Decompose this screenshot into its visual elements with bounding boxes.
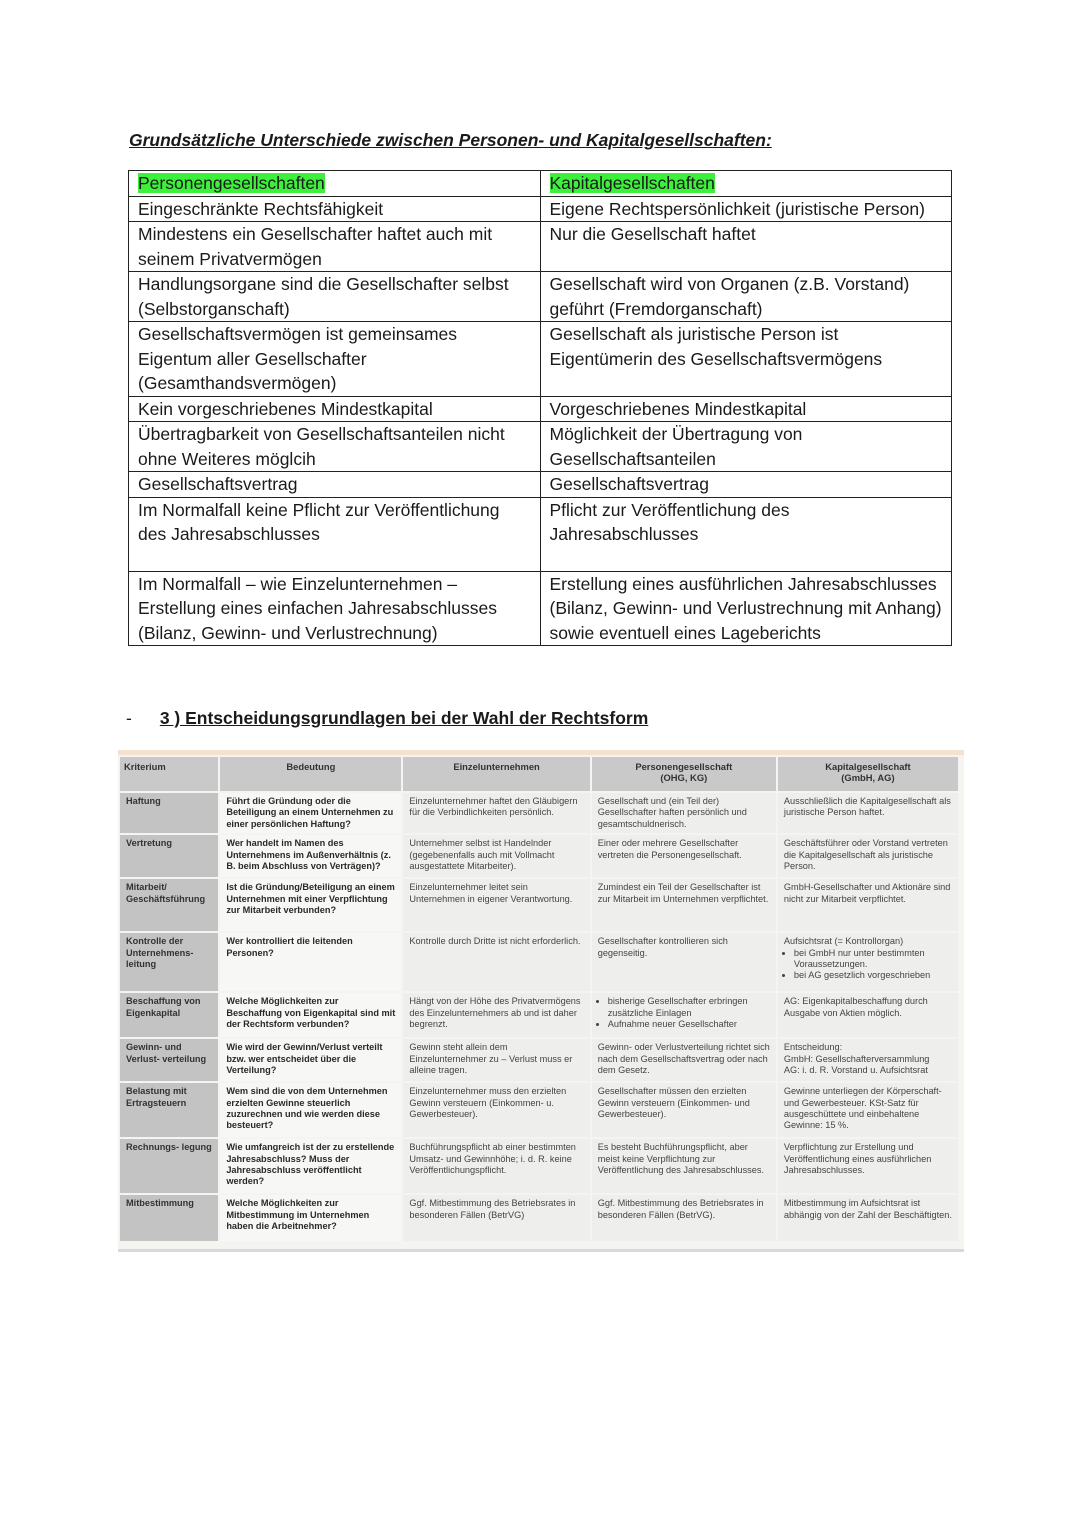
page-title: Grundsätzliche Unterschiede zwischen Personen- und Kapitalgesellschaften: [129, 130, 772, 150]
table-cell: Möglichkeit der Übertragung von Gesellschaftsanteilen [540, 422, 952, 472]
question-cell: Wer kontrolliert die leitenden Personen? [220, 933, 401, 991]
question-cell: Ist die Gründung/Beteiligung an einem Unternehmen mit einer Verpflichtung zur Mitarbeit verbunden? [220, 879, 401, 931]
criterion-cell: Beschaffung von Eigenkapital [120, 993, 218, 1037]
cell-intro: Aufsichtsrat (= Kontrollorgan) [783, 936, 904, 947]
header-cell [540, 171, 952, 197]
table-cell: Einzelunternehmer haftet den Gläubigern für die Verbindlichkeiten persönlich. [403, 793, 589, 833]
table-cell: Gesellschaftsvertrag [129, 472, 541, 498]
cell-line: AG: i. d. R. Vorstand u. Aufsichtsrat [783, 1065, 928, 1076]
table-cell: Gesellschaft wird von Organen (z.B. Vorstand) geführt (Fremdorganschaft) [540, 272, 952, 322]
table-cell: Buchführungspflicht ab einer bestimmten Umsatz- und Gewinnhöhe; i. d. R. keine Veröffentlichungspflicht. [403, 1139, 589, 1193]
table-cell: Gesellschaftsvertrag [540, 472, 952, 498]
table-row [120, 879, 958, 931]
table-cell [778, 933, 958, 991]
table-row [129, 396, 952, 422]
table-cell: Gewinne unterliegen der Körperschaft- und Gewerbesteuer. KSt-Satz für ausgeschüttete und einbehaltene Gewinne: 15 %. [778, 1083, 958, 1137]
criterion-cell: Kontrolle der Unternehmens- leitung [120, 933, 218, 991]
question-cell: Wie wird der Gewinn/Verlust verteilt bzw. wer entscheidet über die Verteilung? [220, 1039, 401, 1081]
table-cell: Ggf. Mitbestimmung des Betriebsrates in besonderen Fällen (BetrVG) [403, 1195, 589, 1241]
table-cell: Einzelunternehmer leitet sein Unternehmen in eigener Verantwortung. [403, 879, 589, 931]
table-row [120, 1139, 958, 1193]
column-header: Einzelunternehmen [403, 757, 589, 791]
table-row [129, 472, 952, 498]
table-cell: Gesellschaft als juristische Person ist Eigentümerin des Gesellschaftsvermögens [540, 322, 952, 397]
table-cell: Übertragbarkeit von Gesellschaftsanteilen nicht ohne Weiteres möglcih [129, 422, 541, 472]
table-cell: Ggf. Mitbestimmung des Betriebsrates in besonderen Fällen (BetrVG). [592, 1195, 776, 1241]
criterion-cell: Gewinn- und Verlust- verteilung [120, 1039, 218, 1081]
question-cell: Welche Möglichkeiten zur Beschaffung von Eigenkapital sind mit der Rechtsform verbunden? [220, 993, 401, 1037]
table-cell: Geschäftsführer oder Vorstand vertreten die Kapitalgesellschaft als juristische Person. [778, 835, 958, 877]
table-cell: Eigene Rechtspersönlichkeit (juristische Person) [540, 196, 952, 222]
table-row [129, 571, 952, 646]
table-cell: Gesellschaft und (ein Teil der) Gesellschafter haften persönlich und gesamtschuldnerisch. [592, 793, 776, 833]
table-cell: Kein vorgeschriebenes Mindestkapital [129, 396, 541, 422]
criterion-cell: Belastung mit Ertragsteuern [120, 1083, 218, 1137]
table-cell: Im Normalfall keine Pflicht zur Veröffentlichung des Jahresabschlusses [129, 497, 541, 571]
table-cell: Gesellschaftsvermögen ist gemeinsames Eigentum aller Gesellschafter (Gesamthandsvermögen) [129, 322, 541, 397]
table-cell [592, 993, 776, 1037]
table-cell: Handlungsorgane sind die Gesellschafter selbst (Selbstorganschaft) [129, 272, 541, 322]
table-cell: Vorgeschriebenes Mindestkapital [540, 396, 952, 422]
table-cell: Eingeschränkte Rechtsfähigkeit [129, 196, 541, 222]
table-cell: Hängt von der Höhe des Privatvermögens des Einzelunternehmers ab und ist daher begrenzt. [403, 993, 589, 1037]
question-cell: Wem sind die von dem Unternehmen erzielten Gewinne steuerlich zuzurechnen und wie werden diese besteuert? [220, 1083, 401, 1137]
table-row [129, 497, 952, 571]
highlighted-header: Personengesellschaften [138, 173, 325, 193]
table-cell: Einer oder mehrere Gesellschafter vertreten die Personengesellschaft. [592, 835, 776, 877]
table-cell: Gewinn steht allein dem Einzelunternehmer zu – Verlust muss er alleine tragen. [403, 1039, 589, 1081]
table-row [120, 933, 958, 991]
decision-table-scan [118, 750, 964, 1249]
list-item: • bei GmbH nur unter bestimmten Voraussetzungen. [794, 948, 952, 971]
criterion-cell: Rechnungs- legung [120, 1139, 218, 1193]
header-line: (OHG, KG) [660, 772, 708, 784]
table-cell: Ausschließlich die Kapitalgesellschaft als juristische Person haftet. [778, 793, 958, 833]
criterion-cell: Vertretung [120, 835, 218, 877]
list-item: • Aufnahme neuer Gesellschafter [608, 1019, 770, 1030]
comparison-table [128, 170, 952, 646]
table-cell: Verpflichtung zur Erstellung und Veröffentlichung eines ausführlichen Jahresabschlusses. [778, 1139, 958, 1193]
table-cell: Gesellschafter kontrollieren sich gegenseitig. [592, 933, 776, 991]
column-header [592, 757, 776, 791]
table-row [120, 1195, 958, 1241]
section-title: 3 ) Entscheidungsgrundlagen bei der Wahl der Rechtsform [159, 708, 649, 728]
table-row [129, 222, 952, 272]
table-cell: Gesellschafter müssen den erzielten Gewinn versteuern (Einkommen- und Gewerbesteuer). [592, 1083, 776, 1137]
header-line: Personengesellschaft [635, 761, 733, 772]
table-cell: Zumindest ein Teil der Gesellschafter ist zur Mitarbeit im Unternehmen verpflichtet. [592, 879, 776, 931]
table-cell: Pflicht zur Veröffentlichung des Jahresabschlusses [540, 497, 952, 571]
table-row [120, 835, 958, 877]
comparison-header-row [129, 171, 952, 197]
column-header: Kriterium [120, 757, 218, 791]
list-item: • bei AG gesetzlich vorgeschrieben [794, 970, 952, 981]
header-line: (GmbH, AG) [841, 772, 895, 784]
table-cell: GmbH-Gesellschafter und Aktionäre sind nicht zur Mitarbeit verpflichtet. [778, 879, 958, 931]
column-header [778, 757, 958, 791]
table-cell: AG: Eigenkapitalbeschaffung durch Ausgabe von Aktien möglich. [778, 993, 958, 1037]
table-cell: Kontrolle durch Dritte ist nicht erforderlich. [403, 933, 589, 991]
question-cell: Führt die Gründung oder die Beteiligung an einem Unternehmen zu einer persönlichen Haftung? [220, 793, 401, 833]
table-cell: Es besteht Buchführungspflicht, aber meist keine Verpflichtung zur Veröffentlichung des Jahresabschlusses. [592, 1139, 776, 1193]
table-cell [778, 1039, 958, 1081]
bullet-list [784, 948, 952, 982]
table-cell: Unternehmer selbst ist Handelnder (gegebenenfalls auch mit Vollmacht ausgestattete Mitarbeiter). [403, 835, 589, 877]
table-cell: Nur die Gesellschaft haftet [540, 222, 952, 272]
table-row [120, 993, 958, 1037]
highlighted-header: Kapitalgesellschaften [549, 173, 715, 193]
column-header: Bedeutung [220, 757, 401, 791]
bullet-list [598, 996, 770, 1030]
table-row [129, 322, 952, 397]
table-cell: Mindestens ein Gesellschafter haftet auch mit seinem Privatvermögen [129, 222, 541, 272]
criterion-cell: Haftung [120, 793, 218, 833]
question-cell: Welche Möglichkeiten zur Mitbestimmung im Unternehmen haben die Arbeitnehmer? [220, 1195, 401, 1241]
header-cell [129, 171, 541, 197]
section-heading [126, 708, 648, 729]
bullet-dash: - [126, 708, 132, 728]
table-row [129, 196, 952, 222]
table-cell: Mitbestimmung im Aufsichtsrat ist abhängig von der Zahl der Beschäftigten. [778, 1195, 958, 1241]
table-row [120, 1039, 958, 1081]
question-cell: Wie umfangreich ist der zu erstellende Jahresabschluss? Muss der Jahresabschluss veröffentlicht werden? [220, 1139, 401, 1193]
table-cell: Erstellung eines ausführlichen Jahresabschlusses (Bilanz, Gewinn- und Verlustrechnung mit Anhang) sowie eventuell eines Lageberichts [540, 571, 952, 646]
list-item: • bisherige Gesellschafter erbringen zusätzliche Einlagen [608, 996, 770, 1019]
header-line: Kapitalgesellschaft [825, 761, 911, 772]
table-cell: Einzelunternehmer muss den erzielten Gewinn versteuern (Einkommen- u. Gewerbesteuer). [403, 1083, 589, 1137]
question-cell: Wer handelt im Namen des Unternehmens im Außenverhältnis (z. B. beim Abschluss von Verträgen)? [220, 835, 401, 877]
cell-line: Entscheidung: [783, 1042, 843, 1053]
table-row [120, 793, 958, 833]
criterion-cell: Mitbestimmung [120, 1195, 218, 1241]
decision-header-row [120, 757, 958, 791]
table-row [129, 422, 952, 472]
decision-table [118, 755, 960, 1243]
cell-line: GmbH: Gesellschafterversammlung [783, 1053, 930, 1064]
table-row [120, 1083, 958, 1137]
table-cell: Gewinn- oder Verlustverteilung richtet sich nach dem Gesellschaftsvertrag oder nach dem Gesetz. [592, 1039, 776, 1081]
criterion-cell: Mitarbeit/ Geschäftsführung [120, 879, 218, 931]
table-row [129, 272, 952, 322]
table-cell: Im Normalfall – wie Einzelunternehmen – Erstellung eines einfachen Jahresabschlusses (Bilanz, Gewinn- und Verlustrechnung) [129, 571, 541, 646]
